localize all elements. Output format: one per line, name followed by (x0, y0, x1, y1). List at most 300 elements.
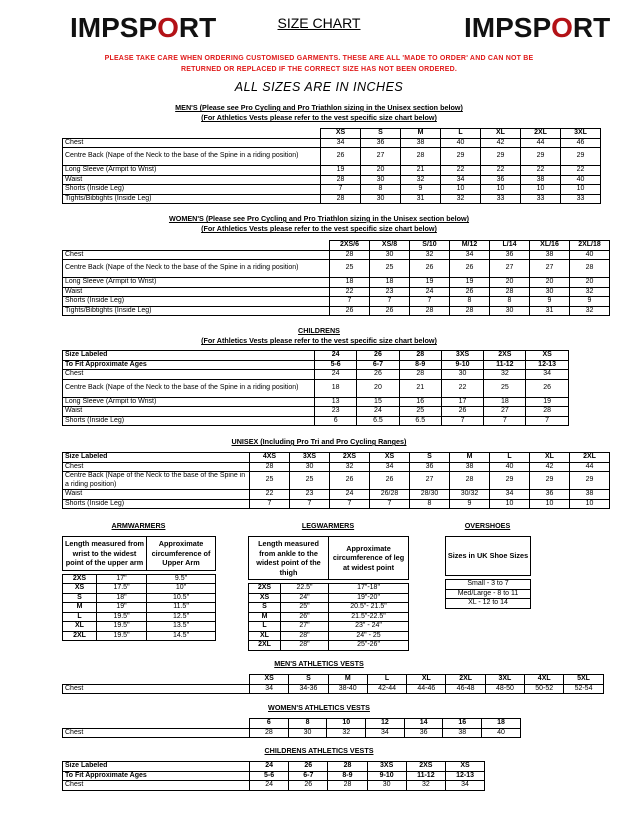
value-cell: 20 (357, 379, 399, 397)
row-label: Waist (63, 287, 330, 297)
value-cell: 36 (410, 462, 450, 472)
size-header-cell: L/14 (490, 241, 530, 251)
value-cell: 40 (570, 250, 610, 260)
size-header-cell: 3XS (367, 762, 406, 772)
length-cell: 19.5" (97, 612, 147, 622)
impsport-logo-right: IMPSPORT (464, 12, 611, 43)
value-cell: 38 (443, 728, 482, 738)
age-cell: 5-6 (315, 360, 357, 370)
value-cell: 25 (484, 379, 526, 397)
value-cell: 27 (484, 407, 526, 417)
row-label: Shorts (Inside Leg) (63, 499, 250, 509)
row-label: Shorts (Inside Leg) (63, 297, 330, 307)
table-row (63, 397, 569, 407)
overshoes-header-row (446, 537, 531, 576)
size-header-cell: 2XL/18 (570, 241, 610, 251)
age-cell: 6-7 (357, 360, 399, 370)
value-cell: 7 (330, 297, 370, 307)
value-cell: 38 (450, 462, 490, 472)
value-cell: 25 (399, 407, 441, 417)
value-cell: 30 (288, 728, 327, 738)
size-cell: L (63, 612, 97, 622)
value-cell: 22 (330, 287, 370, 297)
table-header-row (63, 719, 521, 729)
impsport-logo-left: IMPSPORT (70, 12, 217, 43)
value-cell: 6.5 (399, 416, 441, 426)
value-cell: 30 (490, 306, 530, 316)
table-row (63, 781, 485, 791)
size-cell: XS (249, 593, 281, 603)
row-label: Long Sleeve (Armpit to Wrist) (63, 166, 321, 176)
value-cell: 28 (450, 472, 490, 490)
value-cell: 31 (530, 306, 570, 316)
value-cell: 32 (327, 728, 366, 738)
length-cell: 22.5" (281, 584, 329, 594)
value-cell: 7 (484, 416, 526, 426)
overshoe-size-cell: Med/Large - 8 to 11 (446, 589, 531, 599)
row-label: Tights/Bibtights (Inside Leg) (63, 194, 321, 204)
value-cell: 8 (450, 297, 490, 307)
length-cell: 19.5" (97, 622, 147, 632)
value-cell: 20 (530, 278, 570, 288)
value-cell: 28 (450, 306, 490, 316)
value-cell: 48-50 (485, 684, 524, 694)
circumference-header: Approximate circumference of Upper Arm (147, 537, 216, 571)
value-cell: 15 (357, 397, 399, 407)
size-header-cell: S (361, 129, 401, 139)
value-cell: 20 (361, 166, 401, 176)
circumference-cell: 17"-18" (329, 584, 409, 594)
row-label: Waist (63, 407, 315, 417)
length-cell: 28" (281, 641, 329, 651)
value-cell: 8 (361, 185, 401, 195)
age-cell: 11-12 (406, 771, 445, 781)
table-header-row (63, 762, 485, 772)
table-row (446, 589, 531, 599)
table-row (63, 622, 216, 632)
value-cell: 9 (401, 185, 441, 195)
circumference-cell: 24" - 25 (329, 631, 409, 641)
table-row (63, 584, 216, 594)
header-blank-cell (63, 129, 321, 139)
value-cell: 44 (521, 138, 561, 148)
childrens-vests-heading: CHILDRENS ATHLETICS VESTS (264, 746, 374, 755)
length-cell: 19" (97, 603, 147, 613)
units-note: ALL SIZES ARE IN INCHES (234, 80, 404, 94)
page-title: SIZE CHART (277, 15, 361, 31)
table-header-row (63, 453, 610, 463)
overshoes-header: Sizes in UK Shoe Sizes (446, 537, 531, 576)
value-cell: 40 (561, 175, 601, 185)
value-cell: 29 (561, 148, 601, 166)
size-header-cell: 26 (289, 762, 328, 772)
age-cell: 9-10 (367, 771, 406, 781)
size-header-cell: L (367, 675, 406, 685)
value-cell: 30 (530, 287, 570, 297)
value-cell: 29 (521, 148, 561, 166)
childrens-heading: CHILDRENS (For Athletics Vests please refer to the vest specific size chart below) (201, 326, 437, 345)
size-header-cell: M (328, 675, 367, 685)
size-header-cell: XL/16 (530, 241, 570, 251)
value-cell: 26 (330, 306, 370, 316)
size-header-cell: 5XL (564, 675, 603, 685)
length-cell: 17" (97, 574, 147, 584)
value-cell: 26 (289, 781, 328, 791)
table-row (249, 641, 409, 651)
table-row (63, 574, 216, 584)
ages-label-cell: To Fit Approximate Ages (63, 360, 315, 370)
size-header-cell: 28 (328, 762, 367, 772)
row-label: Shorts (Inside Leg) (63, 185, 321, 195)
value-cell: 36 (530, 490, 570, 500)
value-cell: 10 (521, 185, 561, 195)
value-cell: 36 (404, 728, 443, 738)
row-label: Centre Back (Nape of the Neck to the base of the Spine in a riding position) (63, 379, 315, 397)
value-cell: 9 (450, 499, 490, 509)
size-cell: M (249, 612, 281, 622)
size-header-cell: 3XS (290, 453, 330, 463)
age-cell: 8-9 (328, 771, 367, 781)
value-cell: 6 (315, 416, 357, 426)
overshoe-size-cell: XL - 12 to 14 (446, 599, 531, 609)
value-cell: 30 (370, 250, 410, 260)
value-cell: 32 (570, 306, 610, 316)
size-header-cell: XL (530, 453, 570, 463)
age-cell: 8-9 (399, 360, 441, 370)
row-label: Tights/Bibtights (Inside Leg) (63, 306, 330, 316)
value-cell: 36 (490, 250, 530, 260)
value-cell: 22 (561, 166, 601, 176)
value-cell: 7 (526, 416, 568, 426)
size-header-cell: 3XL (561, 129, 601, 139)
circumference-header: Approximate circumference of leg at widest point (329, 537, 409, 580)
size-header-cell: 2XL (446, 675, 485, 685)
value-cell: 18 (330, 278, 370, 288)
value-cell: 16 (399, 397, 441, 407)
warmer-header-row (249, 537, 409, 580)
value-cell: 32 (330, 462, 370, 472)
age-cell: 9-10 (441, 360, 483, 370)
size-header-cell: S (289, 675, 328, 685)
unisex-heading: UNISEX (Including Pro Tri and Pro Cycling Ranges) (231, 437, 407, 446)
childrens-vests-table (62, 761, 485, 791)
value-cell: 24 (315, 370, 357, 380)
value-cell: 19 (450, 278, 490, 288)
row-label: Centre Back (Nape of the Neck to the base of the Spine in a riding position) (63, 260, 330, 278)
circumference-cell: 23" - 24" (329, 622, 409, 632)
value-cell: 22 (441, 166, 481, 176)
value-cell: 30 (361, 175, 401, 185)
table-row (249, 612, 409, 622)
value-cell: 28 (328, 781, 367, 791)
value-cell: 29 (481, 148, 521, 166)
value-cell: 34 (370, 462, 410, 472)
size-header-cell: 18 (482, 719, 521, 729)
value-cell: 33 (561, 194, 601, 204)
armwarmers-heading: ARMWARMERS (111, 521, 166, 530)
table-row (63, 138, 601, 148)
value-cell: 28 (490, 287, 530, 297)
size-header-cell: 2XS (484, 351, 526, 361)
circumference-cell: 25"-26" (329, 641, 409, 651)
value-cell: 38-40 (328, 684, 367, 694)
value-cell: 31 (401, 194, 441, 204)
value-cell: 25 (290, 472, 330, 490)
table-row (63, 370, 569, 380)
value-cell: 10 (481, 185, 521, 195)
value-cell: 44 (570, 462, 610, 472)
row-label: Chest (63, 684, 250, 694)
ages-label-cell: To Fit Approximate Ages (63, 771, 250, 781)
value-cell: 30 (361, 194, 401, 204)
size-header-cell: XS (526, 351, 568, 361)
table-header-row (63, 351, 569, 361)
value-cell: 34 (441, 175, 481, 185)
circumference-cell: 13.5" (147, 622, 216, 632)
value-cell: 26 (370, 306, 410, 316)
value-cell: 7 (370, 499, 410, 509)
age-cell: 12-13 (526, 360, 568, 370)
length-header: Length measured from ankle to the widest point of the thigh (249, 537, 329, 580)
value-cell: 29 (530, 472, 570, 490)
value-cell: 26 (450, 260, 490, 278)
size-label-cell: Size Labeled (63, 453, 250, 463)
row-label: Waist (63, 175, 321, 185)
value-cell: 32 (570, 287, 610, 297)
value-cell: 27 (361, 148, 401, 166)
value-cell: 28 (570, 260, 610, 278)
row-label: Waist (63, 490, 250, 500)
value-cell: 34 (445, 781, 484, 791)
legwarmers-heading: LEGWARMERS (301, 521, 355, 530)
womens-vests-heading: WOMEN'S ATHLETICS VESTS (268, 703, 370, 712)
womens-vests-table (62, 718, 521, 738)
table-row (63, 250, 610, 260)
size-header-cell: XL (481, 129, 521, 139)
value-cell: 52-54 (564, 684, 603, 694)
size-cell: M (63, 603, 97, 613)
age-cell: 11-12 (484, 360, 526, 370)
value-cell: 7 (370, 297, 410, 307)
size-header-cell: XS (445, 762, 484, 772)
table-row (63, 631, 216, 641)
table-header-row (63, 129, 601, 139)
value-cell: 19 (321, 166, 361, 176)
table-row (63, 260, 610, 278)
value-cell: 7 (410, 297, 450, 307)
value-cell: 13 (315, 397, 357, 407)
value-cell: 44-46 (407, 684, 446, 694)
value-cell: 27 (530, 260, 570, 278)
value-cell: 21 (401, 166, 441, 176)
value-cell: 10 (570, 499, 610, 509)
header-blank-cell (63, 719, 250, 729)
size-header-cell: L (441, 129, 481, 139)
armwarmers-table (62, 536, 216, 641)
value-cell: 28 (321, 194, 361, 204)
value-cell: 25 (330, 260, 370, 278)
circumference-cell: 12.5" (147, 612, 216, 622)
header-blank-cell (63, 675, 250, 685)
size-header-cell: XS (370, 453, 410, 463)
size-header-cell: M (401, 129, 441, 139)
size-cell: S (249, 603, 281, 613)
value-cell: 34 (250, 684, 289, 694)
value-cell: 10 (561, 185, 601, 195)
size-header-cell: 16 (443, 719, 482, 729)
value-cell: 19 (526, 397, 568, 407)
circumference-cell: 10.5" (147, 593, 216, 603)
age-cell: 12-13 (445, 771, 484, 781)
header-blank-cell (63, 241, 330, 251)
size-header-cell: 10 (327, 719, 366, 729)
table-row (63, 416, 569, 426)
circumference-cell: 14.5" (147, 631, 216, 641)
value-cell: 19 (410, 278, 450, 288)
value-cell: 7 (321, 185, 361, 195)
value-cell: 34 (490, 490, 530, 500)
value-cell: 36 (481, 175, 521, 185)
size-header-cell: 14 (404, 719, 443, 729)
value-cell: 20 (490, 278, 530, 288)
table-row (446, 580, 531, 590)
value-cell: 33 (481, 194, 521, 204)
table-row (63, 287, 610, 297)
value-cell: 34 (321, 138, 361, 148)
value-cell: 22 (441, 379, 483, 397)
table-row (63, 490, 610, 500)
length-cell: 27" (281, 622, 329, 632)
value-cell: 21 (399, 379, 441, 397)
length-cell: 28" (281, 631, 329, 641)
size-header-cell: 26 (357, 351, 399, 361)
value-cell: 28 (321, 175, 361, 185)
value-cell: 40 (490, 462, 530, 472)
length-cell: 25" (281, 603, 329, 613)
value-cell: 24 (250, 781, 289, 791)
value-cell: 28 (399, 370, 441, 380)
value-cell: 46 (561, 138, 601, 148)
row-label: Centre Back (Nape of the Neck to the base of the Spine in a riding position) (63, 472, 250, 490)
size-header-cell: 8 (288, 719, 327, 729)
size-header-cell: S/10 (410, 241, 450, 251)
mens-size-table (62, 128, 601, 204)
value-cell: 24 (410, 287, 450, 297)
row-label: Chest (63, 781, 250, 791)
value-cell: 34-36 (289, 684, 328, 694)
value-cell: 29 (441, 148, 481, 166)
size-cell: S (63, 593, 97, 603)
value-cell: 10 (490, 499, 530, 509)
size-header-cell: 24 (315, 351, 357, 361)
value-cell: 26 (441, 407, 483, 417)
table-row (63, 194, 601, 204)
value-cell: 38 (530, 250, 570, 260)
value-cell: 7 (250, 499, 290, 509)
value-cell: 34 (526, 370, 568, 380)
size-cell: 2XS (63, 574, 97, 584)
value-cell: 18 (370, 278, 410, 288)
size-cell: 2XL (63, 631, 97, 641)
size-header-cell: XS/8 (370, 241, 410, 251)
length-cell: 17.5" (97, 584, 147, 594)
value-cell: 28 (330, 250, 370, 260)
value-cell: 40 (482, 728, 521, 738)
overshoes-heading: OVERSHOES (464, 521, 511, 530)
mens-vests-table (62, 674, 604, 694)
value-cell: 38 (521, 175, 561, 185)
size-header-cell: M (450, 453, 490, 463)
size-label-cell: Size Labeled (63, 762, 250, 772)
value-cell: 23 (290, 490, 330, 500)
table-row (63, 593, 216, 603)
value-cell: 20 (570, 278, 610, 288)
size-cell: L (249, 622, 281, 632)
table-row (249, 584, 409, 594)
table-row (446, 599, 531, 609)
value-cell: 8 (490, 297, 530, 307)
table-row (63, 297, 610, 307)
size-header-cell: 24 (250, 762, 289, 772)
size-header-cell: 3XS (441, 351, 483, 361)
value-cell: 28 (250, 728, 289, 738)
size-header-cell: 12 (366, 719, 405, 729)
table-row (63, 166, 601, 176)
size-header-cell: M/12 (450, 241, 490, 251)
value-cell: 29 (570, 472, 610, 490)
row-label: Chest (63, 462, 250, 472)
value-cell: 25 (250, 472, 290, 490)
table-header-row (63, 675, 604, 685)
size-cell: XS (63, 584, 97, 594)
circumference-cell: 9.5" (147, 574, 216, 584)
row-label: Long Sleeve (Armpit to Wrist) (63, 397, 315, 407)
unisex-size-table (62, 452, 610, 509)
size-header-cell: 2XL (570, 453, 610, 463)
row-label: Chest (63, 728, 250, 738)
table-row (63, 175, 601, 185)
table-row (63, 148, 601, 166)
table-row (63, 379, 569, 397)
value-cell: 28 (401, 148, 441, 166)
table-row (249, 603, 409, 613)
length-header: Length measured from wrist to the widest point of the upper arm (63, 537, 147, 571)
value-cell: 7 (441, 416, 483, 426)
length-cell: 24" (281, 593, 329, 603)
value-cell: 30 (290, 462, 330, 472)
row-label: Chest (63, 138, 321, 148)
table-row (249, 593, 409, 603)
size-header-cell: 2XS (406, 762, 445, 772)
size-cell: 2XL (249, 641, 281, 651)
value-cell: 26 (526, 379, 568, 397)
table-row (249, 631, 409, 641)
value-cell: 22 (481, 166, 521, 176)
size-header-cell: L (490, 453, 530, 463)
size-header-cell: S (410, 453, 450, 463)
value-cell: 9 (570, 297, 610, 307)
value-cell: 6.5 (357, 416, 399, 426)
length-cell: 26" (281, 612, 329, 622)
table-row (63, 185, 601, 195)
table-row (63, 499, 610, 509)
circumference-cell: 11.5" (147, 603, 216, 613)
table-row (63, 684, 604, 694)
value-cell: 9 (530, 297, 570, 307)
size-header-cell: 28 (399, 351, 441, 361)
ages-row (63, 771, 485, 781)
age-cell: 5-6 (250, 771, 289, 781)
